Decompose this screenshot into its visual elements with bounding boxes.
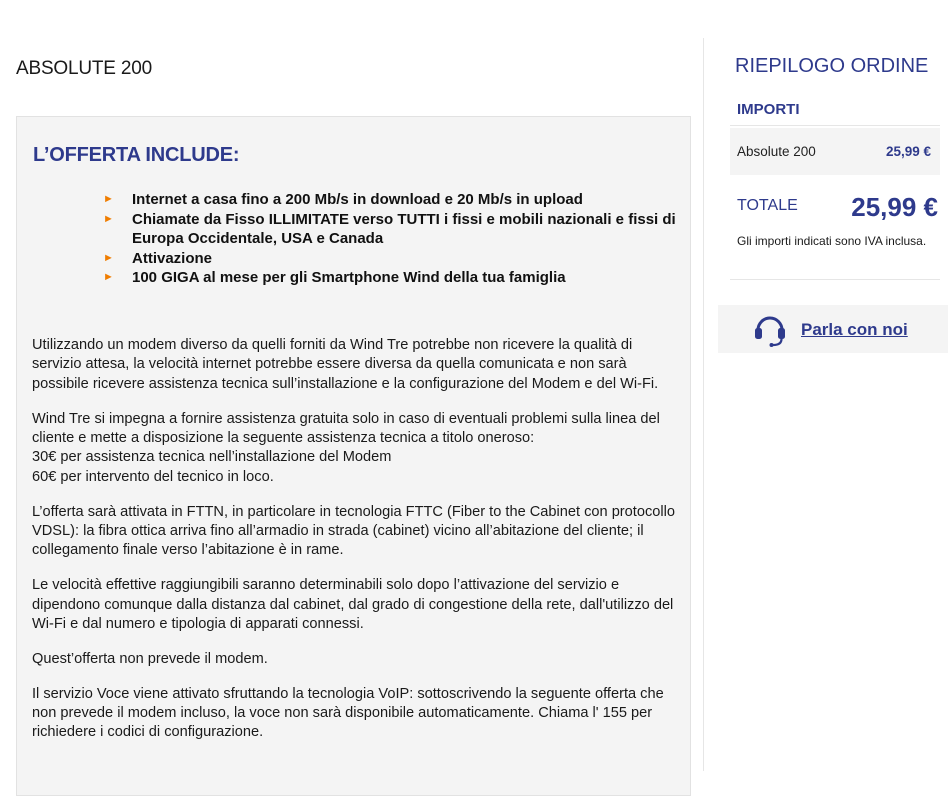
product-title: ABSOLUTE 200 [16,58,152,79]
feature-text: 100 GIGA al mese per gli Smartphone Wind della tua famiglia [132,269,566,286]
arrow-bullet-icon: ► [103,212,114,225]
description-line: Utilizzando un modem diverso da quelli forniti da Wind Tre potrebbe non ricevere la qualità di servizio attesa, la velocità internet potrebbe essere diversa da quella comunicata e non sarà possibile ricevere assistenza tecnica sull’installazione e la configurazione del Modem e del Wi-Fi. [32,337,659,392]
feature-text: Internet a casa fino a 200 Mb/s in download e 20 Mb/s in upload [132,191,583,208]
line-item-price: 25,99 € [885,144,931,159]
amounts-label: IMPORTI [737,101,800,118]
description-line: Wind Tre si impegna a fornire assistenza gratuita solo in caso di eventuali problemi sulla linea del cliente e mette a disposizione la seguente assistenza tecnica a titolo oneroso: [32,410,660,447]
column-divider [703,38,704,771]
description-line: Le velocità effettive raggiungibili saranno determinabili solo dopo l’attivazione del servizio e dipendono comunque dalla distanza dal cabinet, dal grado di congestione della rete, dall'utilizzo del Wi-Fi e dal numero e tipologia di apparati connessi. [32,577,674,633]
feature-list [103,190,678,288]
description-paragraph [32,410,677,488]
arrow-bullet-icon: ► [103,251,114,264]
order-line-item [730,128,940,175]
description-line: Quest’offerta non prevede il modem. [32,650,268,667]
feature-item [103,210,678,249]
feature-item [103,190,678,210]
contact-us-link[interactable]: Parla con noi [801,320,908,339]
vat-note: Gli importi indicati sono IVA inclusa. [737,234,927,248]
total-value: 25,99 € [851,192,938,222]
amounts-header [730,93,940,126]
offer-heading: L’OFFERTA INCLUDE: [33,144,240,166]
description-paragraph [32,650,677,669]
order-summary-title: RIEPILOGO ORDINE [735,55,929,77]
arrow-bullet-icon: ► [103,271,114,283]
contact-us-button[interactable] [718,305,948,353]
offer-description [32,336,677,758]
total-label: TOTALE [737,197,798,214]
description-paragraph [32,576,677,634]
headset-icon [752,312,788,348]
description-paragraph [32,503,677,561]
description-line: 60€ per intervento del tecnico in loco. [32,468,274,485]
description-line: L’offerta sarà attivata in FTTN, in particolare in tecnologia FTTC (Fiber to the Cabinet con protocollo VDSL): la fibra ottica arriva fino all’armadio in strada (cabinet) vicino all’abitazione del cliente; il collegamento finale verso l’abitazione è in rame. [32,503,675,559]
description-line: 30€ per assistenza tecnica nell’installazione del Modem [32,449,392,466]
feature-text: Attivazione [132,249,213,267]
feature-text: Chiamate da Fisso ILLIMITATE verso TUTTI i fissi e mobili nazionali e fissi di Europa Occidentale, USA e Canada [132,210,676,247]
feature-item [103,268,678,288]
description-paragraph [32,685,677,743]
summary-divider [730,279,940,280]
feature-item [103,249,678,269]
offer-details-box [16,116,691,796]
arrow-bullet-icon: ► [103,193,114,205]
line-item-name: Absolute 200 [737,144,816,159]
description-paragraph [32,336,677,394]
description-line: Il servizio Voce viene attivato sfruttando la tecnologia VoIP: sottoscrivendo la seguente offerta che non prevede il modem incluso, la voce non sarà disponibile automaticamente. Chiama l' 155 per richiedere i codici di configurazione. [32,685,664,741]
